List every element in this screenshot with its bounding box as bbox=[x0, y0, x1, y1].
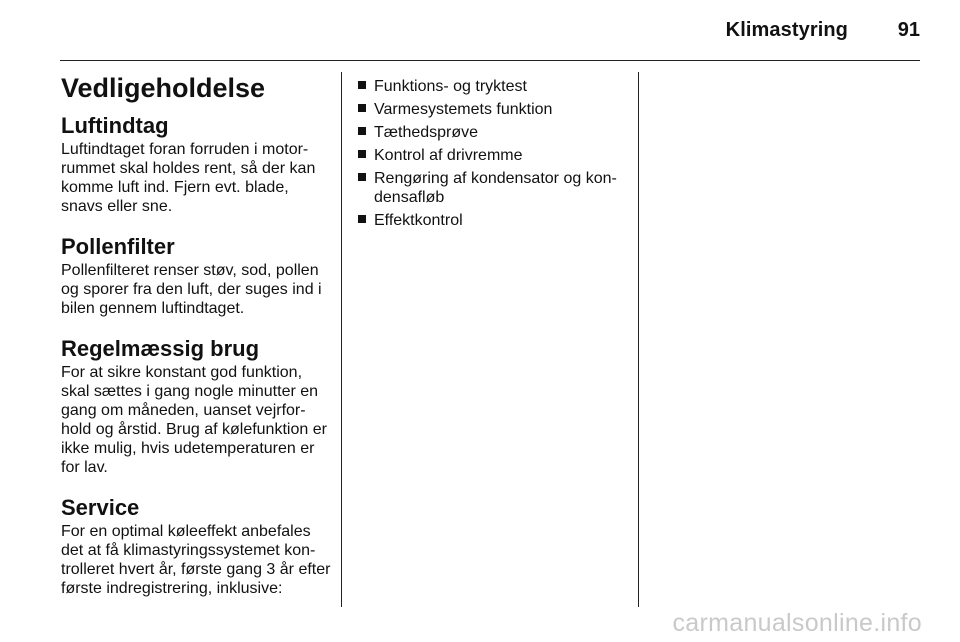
list-item-text: Effektkontrol bbox=[374, 212, 463, 229]
square-bullet-icon bbox=[358, 127, 366, 135]
square-bullet-icon bbox=[358, 104, 366, 112]
list-item bbox=[358, 169, 630, 207]
page-number: 91 bbox=[897, 19, 920, 41]
watermark: carmanualsonline.info bbox=[672, 609, 922, 637]
list-item-text: Kontrol af drivremme bbox=[374, 147, 523, 164]
main-heading: Vedligeholdelse bbox=[61, 73, 266, 103]
list-item bbox=[358, 146, 630, 165]
section-heading: Regelmæssig brug bbox=[61, 336, 260, 361]
list-item-text: Rengøring af kondensator og kon-densafløb bbox=[374, 170, 617, 206]
header-divider bbox=[60, 60, 920, 61]
section-pollenfilter bbox=[61, 234, 333, 318]
square-bullet-icon bbox=[358, 173, 366, 181]
section-text: For at sikre konstant god funktion, skal sættes i gang nogle minutter en gang om måneden, uanset vejrfor-hold og årstid. Brug af kølefunktion er ikke mulig, hvis udetemperaturen er for lav. bbox=[61, 364, 327, 476]
column-divider-right bbox=[638, 72, 639, 607]
list-item-text: Varmesystemets funktion bbox=[374, 101, 553, 118]
list-item bbox=[358, 211, 630, 230]
service-checklist bbox=[358, 77, 630, 230]
page-header-title: Klimastyring bbox=[725, 19, 848, 41]
section-luftindtag bbox=[61, 113, 333, 216]
list-item bbox=[358, 77, 630, 96]
left-column bbox=[61, 71, 333, 598]
list-item bbox=[358, 123, 630, 142]
section-regelmaessig-brug bbox=[61, 336, 333, 477]
section-service bbox=[61, 495, 333, 598]
section-heading: Service bbox=[61, 495, 140, 520]
section-heading: Luftindtag bbox=[61, 113, 169, 138]
column-divider-left bbox=[341, 72, 342, 607]
middle-column bbox=[358, 77, 630, 234]
list-item-text: Funktions- og tryktest bbox=[374, 78, 527, 95]
section-text: For en optimal køleeffekt anbefales det at få klimastyringssystemet kon-trolleret hvert år, første gang 3 år efter første indregistrering, inklusive: bbox=[61, 523, 331, 597]
section-heading: Pollenfilter bbox=[61, 234, 175, 259]
square-bullet-icon bbox=[358, 81, 366, 89]
section-text: Luftindtaget foran forruden i motor-rummet skal holdes rent, så der kan komme luft ind. Fjern evt. blade, snavs eller sne. bbox=[61, 141, 316, 215]
list-item bbox=[358, 100, 630, 119]
square-bullet-icon bbox=[358, 150, 366, 158]
square-bullet-icon bbox=[358, 215, 366, 223]
section-text: Pollenfilteret renser støv, sod, pollen og sporer fra den luft, der suges ind i bilen gennem luftindtaget. bbox=[61, 262, 322, 317]
list-item-text: Tæthedsprøve bbox=[374, 124, 479, 141]
